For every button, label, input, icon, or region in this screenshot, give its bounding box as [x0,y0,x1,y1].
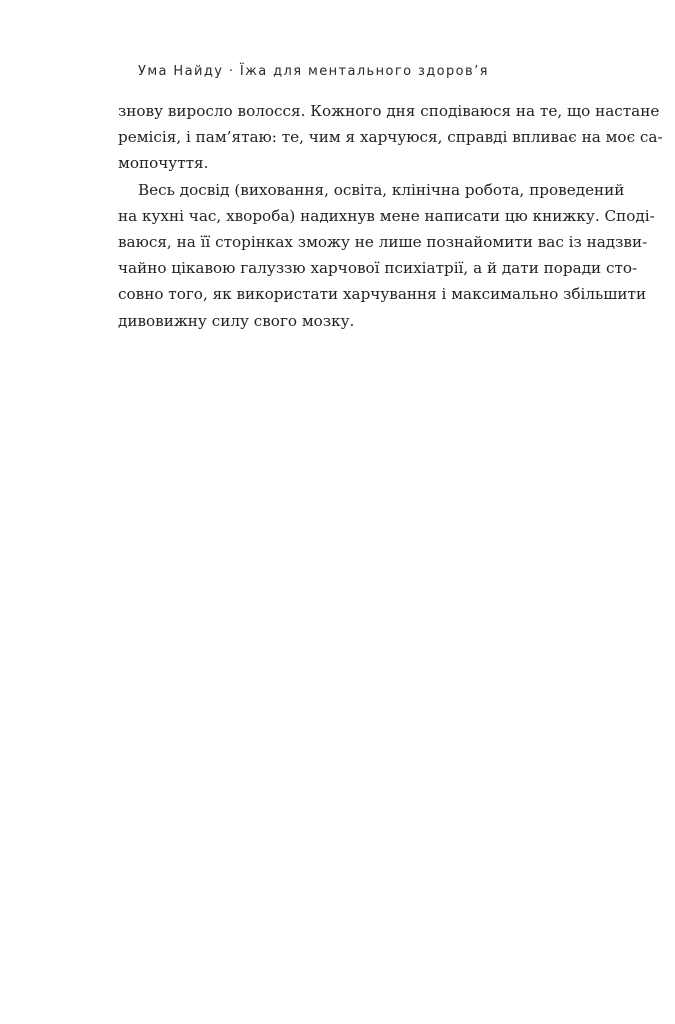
text-line: Весь досвід (виховання, освіта, клінічна робота, проведений [138,180,625,199]
text-line: знову виросло волосся. Кожного дня сподіваюся на те, що настане [118,102,660,120]
paragraph-continued [118,98,663,177]
text-line: совно того, як використати харчування і максимально збільшити [118,285,647,304]
paragraph-experience [118,177,655,334]
text-line: дивовижну силу свого мозку. [118,311,355,330]
body-text [118,98,663,334]
text-line: ремісія, і пам’ятаю: те, чим я харчуюся, справді впливає на моє са- [118,128,663,147]
running-header: Ума Найду · Їжа для ментального здоров’я [138,64,489,79]
text-line: ваюся, на її сторінках зможу не лише познайомити вас із надзви- [118,233,648,252]
text-line: на кухні час, хвороба) надихнув мене написати цю книжку. Споді- [118,206,655,225]
text-line: чайно цікавою галуззю харчової психіатрії, а й дати поради сто- [118,259,638,278]
text-line: мопочуття. [118,154,209,173]
